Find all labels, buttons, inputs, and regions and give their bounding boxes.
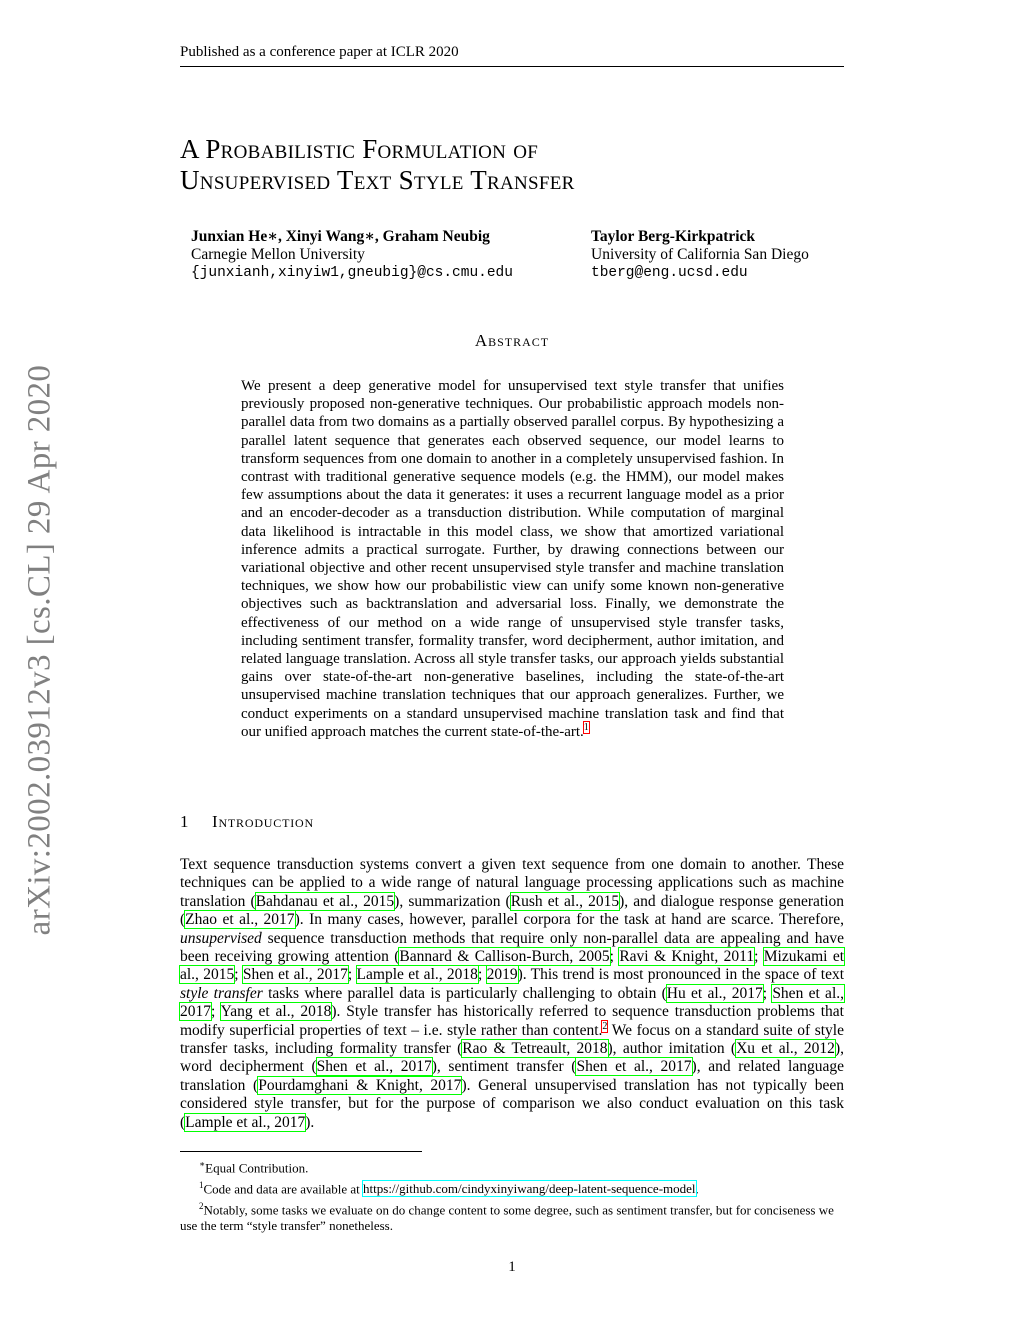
text-run: ; [754,948,764,966]
text-run: ). This trend is most pronounced in the space of text [517,966,845,984]
citation-link[interactable]: Hu et al., 2017 [666,984,763,1002]
paper-title [180,134,844,196]
footnote-mark: 2 [199,1200,204,1211]
text-run: sequence transduction methods that require only non-parallel data are appealing and have been receiving growing attention ( [180,929,844,966]
text-run: ; [211,1003,221,1021]
citation-link[interactable]: Shen et al., 2017 [180,984,844,1021]
text-run: ), sentiment transfer ( [431,1058,577,1076]
citation-link[interactable]: 2019 [486,966,518,984]
text-run: tasks where parallel data is particularly challenging to obtain ( [262,984,667,1002]
author-block-left [191,228,513,282]
emphasis-text: unsupervised [180,929,262,947]
footnote-ref-1[interactable]: 1 [583,721,589,733]
text-run: ), and dialogue response generation ( [180,892,845,929]
text-run: ; [347,966,357,984]
citation-link[interactable]: Xu et al., 2012 [736,1040,835,1058]
footnote-1 [180,1177,844,1198]
footnote-mark: 1 [199,1179,204,1190]
citation-link[interactable]: Zhao et al., 2017 [185,911,295,929]
citation-link[interactable]: Rao & Tetreault, 2018 [462,1040,608,1058]
text-run: Text sequence transduction systems convert a given text sequence from one domain to another. These techniques can be applied to a wide range of natural language processing applications such as machine translation ( [180,856,844,910]
citation-link[interactable]: Lample et al., 2018 [356,966,478,984]
author-email: {junxianh,xinyiw1,gneubig}@cs.cmu.edu [191,265,513,281]
text-run: We focus on a standard suite of style transfer tasks, including formality transfer ( [180,1021,844,1058]
header-rule [180,66,844,67]
citation-link[interactable]: Bahdanau et al., 2015 [255,892,395,910]
citation-link[interactable]: Pourdamghani & Knight, 2017 [258,1076,462,1094]
text-run: ; [609,948,620,966]
text-run: ; [234,966,243,984]
section-heading-introduction [180,812,314,832]
text-run: ), word decipherment ( [180,1040,844,1076]
title-line-1: A Probabilistic Formulation of [180,134,539,164]
text-run: ), summarization ( [394,892,511,910]
footnote-text: Equal Contribution. [205,1160,309,1176]
text-run: ), author imitation ( [607,1040,737,1058]
arxiv-stamp: arXiv:2002.03912v3 [cs.CL] 29 Apr 2020 [21,364,58,936]
footnote-text: Code and data are available at [203,1181,364,1197]
footnote-mark: ∗ [199,1159,206,1169]
text-run: ). Style transfer has historically referred to sequence transduction problems that modify superficial properties of text – i.e. style rather than content. [180,1003,844,1039]
footnote-equal-contribution [180,1156,844,1177]
citation-link[interactable]: Yang et al., 2018 [220,1003,332,1021]
text-run: ). In many cases, however, parallel corpora for the task at hand are scarce. Therefore, [294,911,844,929]
title-line-2: Unsupervised Text Style Transfer [180,165,575,195]
author-email: tberg@eng.ucsd.edu [591,265,748,281]
text-run: ). [305,1113,315,1131]
abstract-body [241,377,784,741]
citation-link[interactable]: Shen et al., 2017 [316,1058,432,1076]
footnote-ref-2[interactable]: 2 [602,1020,608,1032]
footnote-text: . [695,1181,699,1197]
citation-link[interactable]: Shen et al., 2017 [576,1058,692,1076]
author-names: Junxian He∗, Xinyi Wang∗, Graham Neubig [191,228,490,245]
section-number: 1 [180,812,189,831]
citation-link[interactable]: Bannard & Callison-Burch, 2005 [399,948,610,966]
author-block-right [591,228,809,282]
citation-link[interactable]: Shen et al., 2017 [242,966,348,984]
emphasis-text: style transfer [180,984,263,1002]
abstract-heading: Abstract [474,331,550,350]
running-header: Published as a conference paper at ICLR 2020 [180,44,459,60]
citation-link[interactable]: Ravi & Knight, 2011 [619,948,755,966]
code-url-link[interactable]: https://github.com/cindyxinyiwang/deep-latent-sequence-model [363,1181,696,1197]
abstract-text: We present a deep generative model for unsupervised text style transfer that unifies previously proposed non-generative techniques. Our probabilistic approach models non-parallel data from two domains as a partially observed parallel corpus. By hypothesizing a parallel latent sequence that generates each observed sequence, our model learns to transform sequences from one domain to another in a completely unsupervised fashion. In contrast with traditional generative sequence models (e.g. the HMM), our model makes few assumptions about the data it generates: it uses a recurrent language model as a prior and an encoder-decoder as a transduction distribution. While computation of marginal data likelihood is intractable in this model class, we show that amortized variational inference admits a practical surrogate. Further, by drawing connections between our variational objective and other recent unsupervised style transfer and machine translation techniques, we show how our probabilistic view can unify some known non-generative objectives such as backtranslation and adversarial loss. Finally, we demonstrate the effectiveness of our method on a wide range of unsupervised style transfer tasks, including sentiment transfer, formality transfer, word decipherment, author imitation, and related language translation. Across all style transfer tasks, our approach yields substantial gains over state-of-the-art non-generative baselines, including the state-of-the-art unsupervised machine translation techniques that our approach generalizes. Further, we conduct experiments on a standard unsupervised machine translation task and find that our unified approach matches the current state-of-the-art. [241,378,784,740]
citation-link[interactable]: Lample et al., 2017 [185,1113,306,1131]
text-run: ), and related language translation ( [180,1058,844,1094]
introduction-paragraph [180,856,844,1132]
text-run: ; [477,966,487,984]
citation-link[interactable]: Rush et al., 2015 [510,892,620,910]
author-affiliation: University of California San Diego [591,246,809,263]
footnote-text: Notably, some tasks we evaluate on do change content to some degree, such as sentiment transfer, but for conciseness we use the term “style transfer” nonetheless. [180,1201,834,1234]
author-affiliation: Carnegie Mellon University [191,246,365,263]
section-title: Introduction [212,812,314,831]
footnote-2 [180,1198,844,1235]
text-run: ). General unsupervised translation has not typically been considered style transfer, but for the purpose of comparison we also conduct evaluation on this task ( [180,1076,844,1131]
citation-link[interactable]: Mizukami et al., 2015 [180,948,845,984]
page-number: 1 [508,1259,516,1275]
footnote-rule [180,1151,422,1152]
footnotes [180,1156,844,1235]
text-run: ; [762,984,773,1002]
author-names: Taylor Berg-Kirkpatrick [591,228,756,245]
